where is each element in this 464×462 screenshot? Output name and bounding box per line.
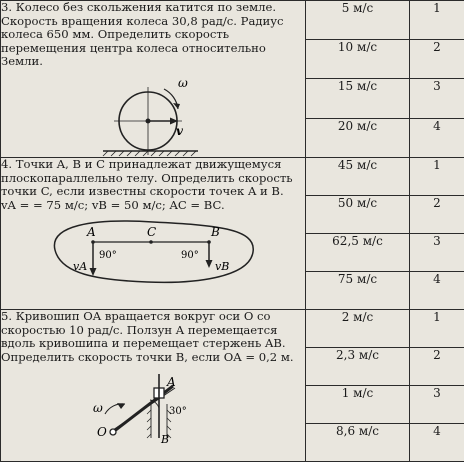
- answer-4-3-value[interactable]: 62,5 м/с: [306, 233, 410, 271]
- answer-3-4-index: 4: [410, 118, 464, 157]
- point-b-label: B: [210, 225, 220, 239]
- answer-5-1-index: 1: [410, 309, 464, 347]
- vel-b-label: vB: [215, 260, 229, 273]
- plane-body-figure: [43, 212, 263, 290]
- velocity-a-arrow: [90, 268, 97, 276]
- answer-4-4-index: 4: [410, 271, 464, 309]
- answer-5-2-index: 2: [410, 347, 464, 385]
- angle-a-label: 90°: [99, 250, 117, 261]
- answer-5-3-value[interactable]: 1 м/с: [306, 385, 410, 423]
- point-a-label-5: A: [166, 375, 176, 389]
- question-4-text: 4. Точки A, B и C принадлежат движущемуся плоскопараллельно телу. Определить скорость точки C, если известны скорости точек A и B.: [1, 158, 305, 199]
- question-5-text: 5. Кривошип OA вращается вокруг оси O со скоростью 10 рад/с. Ползун A перемещается вдоль кривошипа и перемещает стержень AB. Определить скорость точки B, если OA = 0,2 м.: [1, 310, 305, 364]
- point-o-label: O: [97, 425, 107, 439]
- answer-4-2-index: 2: [410, 195, 464, 233]
- question-5-cell: [1, 309, 306, 461]
- answer-5-4-index: 4: [410, 423, 464, 461]
- velocity-b-arrow: [206, 260, 213, 268]
- answer-3-1-value[interactable]: 5 м/с: [306, 1, 410, 40]
- question-3-cell: [1, 1, 306, 158]
- vel-a-label: vA: [73, 260, 87, 273]
- velocity-label: v: [176, 124, 184, 138]
- question-3-text: 3. Колесо без скольжения катится по земле. Скорость вращения колеса 30,8 рад/с. Радиус колеса 650 мм. Определить скорость перемещения центра колеса относительно Земли.: [1, 1, 305, 69]
- answer-3-2-index: 2: [410, 40, 464, 79]
- omega-label-5: ω: [93, 401, 103, 415]
- rolling-wheel-figure: [98, 69, 208, 157]
- question-4-given: vA = = 75 м/с; vB = 50 м/с; AC = BC.: [1, 199, 305, 213]
- question-4-cell: [1, 157, 306, 309]
- answer-3-3-value[interactable]: 15 м/с: [306, 79, 410, 118]
- answer-3-1-index: 1: [410, 1, 464, 40]
- answer-5-4-value[interactable]: 8,6 м/с: [306, 423, 410, 461]
- answer-4-1-value[interactable]: 45 м/с: [306, 157, 410, 195]
- answer-5-2-value[interactable]: 2,3 м/с: [306, 347, 410, 385]
- crank-figure: [53, 364, 253, 444]
- answer-4-2-value[interactable]: 50 м/с: [306, 195, 410, 233]
- angle-label-5: 30°: [169, 406, 187, 417]
- angle-b-label: 90°: [181, 250, 199, 261]
- answer-3-4-value[interactable]: 20 м/с: [306, 118, 410, 157]
- point-b-label-5: B: [160, 433, 169, 444]
- point-a-label: A: [86, 225, 96, 239]
- answer-5-1-value[interactable]: 2 м/с: [306, 309, 410, 347]
- answer-4-1-index: 1: [410, 157, 464, 195]
- answer-3-3-index: 3: [410, 79, 464, 118]
- point-c-label: C: [147, 225, 156, 239]
- answer-5-3-index: 3: [410, 385, 464, 423]
- answer-4-3-index: 3: [410, 233, 464, 271]
- answer-4-4-value[interactable]: 75 м/с: [306, 271, 410, 309]
- answer-3-2-value[interactable]: 10 м/с: [306, 40, 410, 79]
- omega-label: ω: [178, 76, 188, 90]
